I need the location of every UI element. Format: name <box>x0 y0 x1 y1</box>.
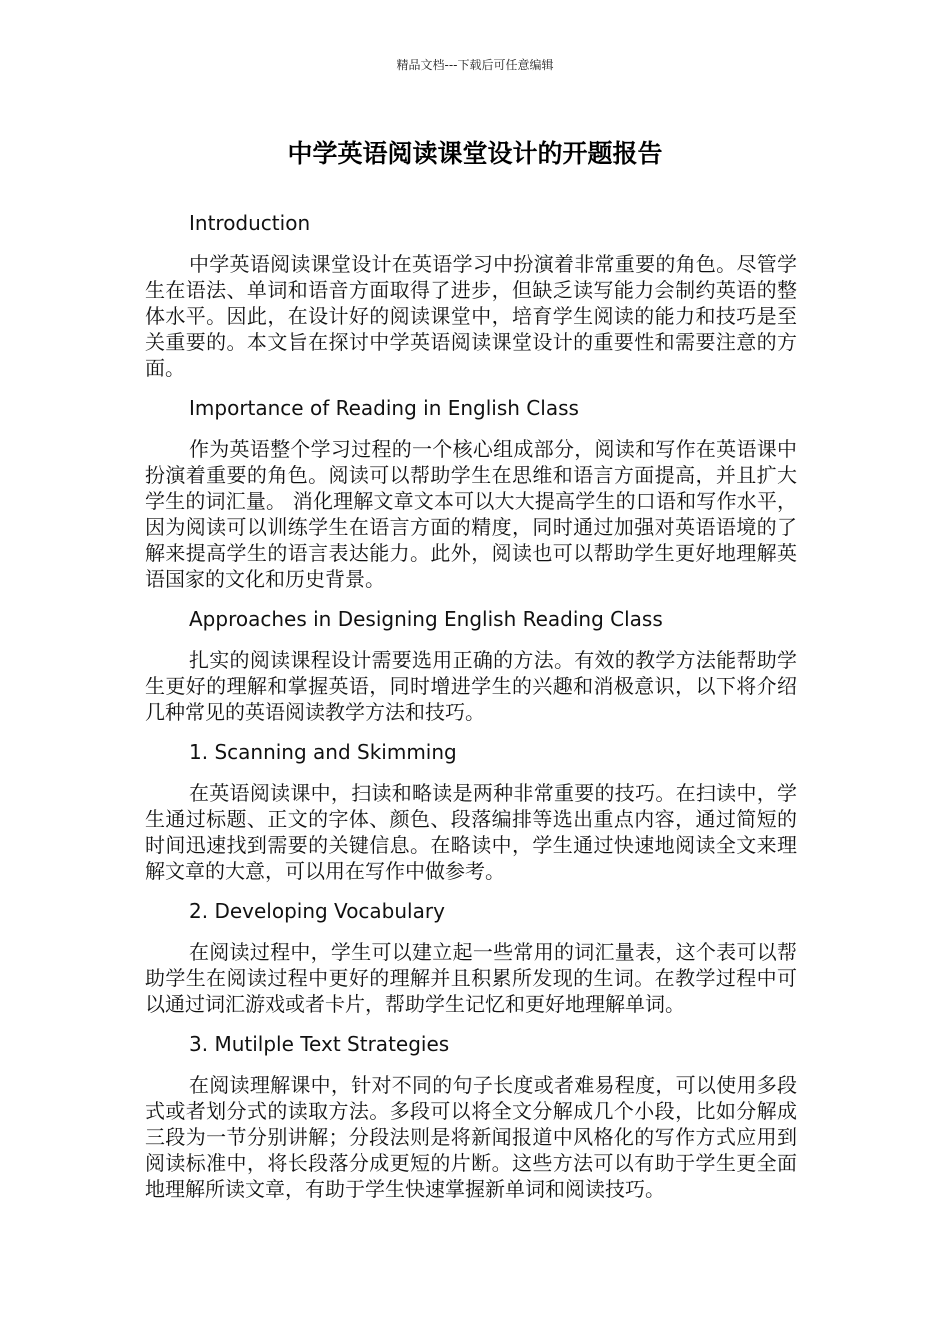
paragraph-approaches: 扎实的阅读课程设计需要选用正确的方法。有效的教学方法能帮助学生更好的理解和掌握英语，同时增进学生的兴趣和消极意识，以下将介绍几种常见的英语阅读教学方法和技巧。 <box>145 648 797 724</box>
section-heading-strategies: 3. Mutilple Text Strategies <box>189 1032 450 1056</box>
document-body <box>145 210 797 1216</box>
page-header: 精品文档---下载后可任意编辑 <box>396 58 554 72</box>
section-heading-importance: Importance of Reading in English Class <box>189 396 579 420</box>
paragraph-introduction: 中学英语阅读课堂设计在英语学习中扮演着非常重要的角色。尽管学生在语法、单词和语音方面取得了进步，但缺乏读写能力会制约英语的整体水平。因此，在设计好的阅读课堂中，培育学生阅读的能力和技巧是至关重要的。本文旨在探讨中学英语阅读课堂设计的重要性和需要注意的方面。 <box>145 252 797 380</box>
section-heading-scanning: 1. Scanning and Skimming <box>189 740 457 764</box>
document-title: 中学英语阅读课堂设计的开题报告 <box>287 139 663 168</box>
section-heading-introduction: Introduction <box>189 211 311 235</box>
section-heading-approaches: Approaches in Designing English Reading Class <box>189 607 663 631</box>
paragraph-vocabulary: 在阅读过程中，学生可以建立起一些常用的词汇量表，这个表可以帮助学生在阅读过程中更好的理解并且积累所发现的生词。在教学过程中可以通过词汇游戏或者卡片，帮助学生记忆和更好地理解单词。 <box>145 940 797 1016</box>
paragraph-importance: 作为英语整个学习过程的一个核心组成部分，阅读和写作在英语课中扮演着重要的角色。阅读可以帮助学生在思维和语言方面提高，并且扩大学生的词汇量。 消化理解文章文本可以大大提高学生的口语和写作水平，因为阅读可以训练学生在语言方面的精度，同时通过加强对英语语境的了解来提高学生的语言表达能力。此外，阅读也可以帮助学生更好地理解英语国家的文化和历史背景。 <box>145 437 797 591</box>
paragraph-strategies: 在阅读理解课中，针对不同的句子长度或者难易程度，可以使用多段式或者划分式的读取方法。多段可以将全文分解成几个小段，比如分解成三段为一节分别讲解；分段法则是将新闻报道中风格化的写作方式应用到阅读标准中，将长段落分成更短的片断。这些方法可以有助于学生更全面地理解所读文章，有助于学生快速掌握新单词和阅读技巧。 <box>145 1073 797 1201</box>
paragraph-scanning: 在英语阅读课中，扫读和略读是两种非常重要的技巧。在扫读中，学生通过标题、正文的字体、颜色、段落编排等选出重点内容，通过简短的时间迅速找到需要的关键信息。在略读中，学生通过快速地阅读全文来理解文章的大意，可以用在写作中做参考。 <box>145 781 797 883</box>
section-heading-vocabulary: 2. Developing Vocabulary <box>189 899 445 923</box>
